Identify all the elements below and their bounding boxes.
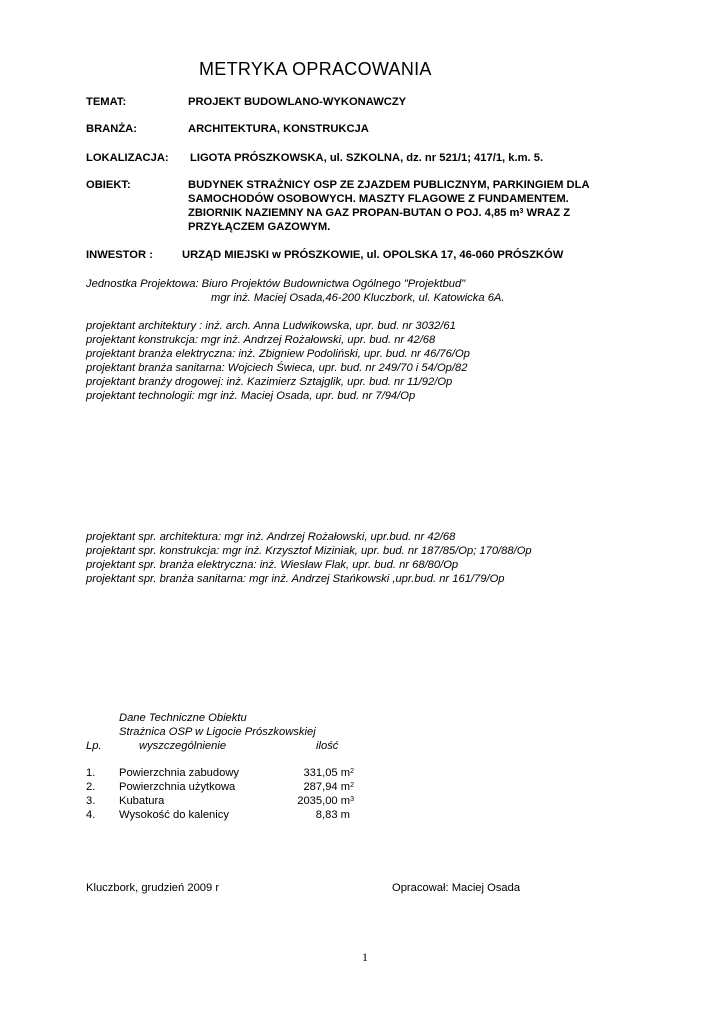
projektant-line: projektant branży drogowej: inż. Kazimierz Sztajglik, upr. bud. nr 11/92/Op (86, 376, 453, 388)
temat-value: PROJEKT BUDOWLANO-WYKONAWCZY (188, 96, 407, 108)
projektant-spr-line: projektant spr. architektura: mgr inż. Andrzej Rożałowski, upr.bud. nr 42/68 (86, 531, 456, 543)
obiekt-line-3: ZBIORNIK NAZIEMNY NA GAZ PROPAN-BUTAN O POJ. 4,85 $m^3$ WRAZ Z (188, 207, 571, 219)
projektant-spr-line: projektant spr. branża sanitarna: mgr inż. Andrzej Stańkowski ,upr.bud. nr 161/79/Op (86, 573, 505, 585)
lokalizacja-value: LIGOTA PRÓSZKOWSKA, ul. SZKOLNA, dz. nr 521/1; 417/1, k.m. 5. (190, 152, 544, 164)
inwestor-value: URZĄD MIEJSKI w PRÓSZKOWIE, ul. OPOLSKA 17, 46-060 PRÓSZKÓW (182, 249, 564, 261)
page-title: METRYKA OPRACOWANIA (199, 59, 432, 79)
row-name: Powierzchnia użytkowa (119, 781, 236, 793)
lokalizacja-label: LOKALIZACJA: (86, 152, 169, 164)
obiekt-line-2: SAMOCHODÓW OSOBOWYCH. MASZTY FLAGOWE Z FUNDAMENTEM. (188, 193, 569, 205)
row-qty: 8,83 m (315, 809, 350, 821)
row-name: Wysokość do kalenicy (119, 809, 229, 821)
projektant-spr-line: projektant spr. branża elektryczna: inż. Wiesław Flak, upr. bud. nr 68/80/Op (86, 559, 459, 571)
row-qty: 331,05 $m^2$ (303, 767, 354, 779)
col-qty-header: ilość (316, 740, 339, 752)
projektant-line: projektant architektury : inż. arch. Anna Ludwikowska, upr. bud. nr 3032/61 (86, 320, 456, 332)
jednostka-line-1: Jednostka Projektowa: Biuro Projektów Budownictwa Ogólnego "Projektbud" (86, 278, 466, 290)
row-qty: 287,94 $m^2$ (303, 781, 354, 793)
projektant-line: projektant branża sanitarna: Wojciech Świeca, upr. bud. nr 249/70 i 54/Op/82 (86, 362, 468, 374)
row-qty: 2035,00 $m^3$ (297, 795, 354, 807)
obiekt-line-4: PRZYŁĄCZEM GAZOWYM. (188, 221, 331, 233)
branza-value: ARCHITEKTURA, KONSTRUKCJA (188, 123, 369, 135)
jednostka-line-2: mgr inż. Maciej Osada,46-200 Kluczbork, ul. Katowicka 6A. (211, 292, 505, 304)
row-lp: 2. (86, 781, 96, 793)
place-date: Kluczbork, grudzień 2009 r (86, 882, 220, 894)
projektant-line: projektant technologii: mgr inż. Maciej Osada, upr. bud. nr 7/94/Op (86, 390, 416, 402)
col-lp-header: Lp. (86, 740, 102, 752)
projektant-line: projektant konstrukcja: mgr inż. Andrzej Rożałowski, upr. bud. nr 42/68 (86, 334, 436, 346)
obiekt-label: OBIEKT: (86, 179, 131, 191)
obiekt-line-1: BUDYNEK STRAŻNICY OSP ZE ZJAZDEM PUBLICZNYM, PARKINGIEM DLA (188, 179, 590, 191)
col-name-header: wyszczególnienie (139, 740, 227, 752)
inwestor-label: INWESTOR : (86, 249, 153, 261)
projektant-line: projektant branża elektryczna: inż. Zbigniew Podoliński, upr. bud. nr 46/76/Op (86, 348, 470, 360)
row-name: Kubatura (119, 795, 165, 807)
dane-heading-2: Strażnica OSP w Ligocie Prószkowskiej (119, 726, 316, 738)
row-lp: 3. (86, 795, 96, 807)
row-lp: 4. (86, 809, 96, 821)
author: Opracował: Maciej Osada (392, 882, 521, 894)
branza-label: BRANŻA: (86, 123, 137, 135)
dane-heading-1: Dane Techniczne Obiektu (119, 712, 247, 724)
row-name: Powierzchnia zabudowy (119, 767, 240, 779)
projektant-spr-line: projektant spr. konstrukcja: mgr inż. Krzysztof Miziniak, upr. bud. nr 187/85/Op; 170/88/Op (86, 545, 532, 557)
temat-label: TEMAT: (86, 96, 127, 108)
row-lp: 1. (86, 767, 96, 779)
page-number: 1 (362, 950, 368, 964)
